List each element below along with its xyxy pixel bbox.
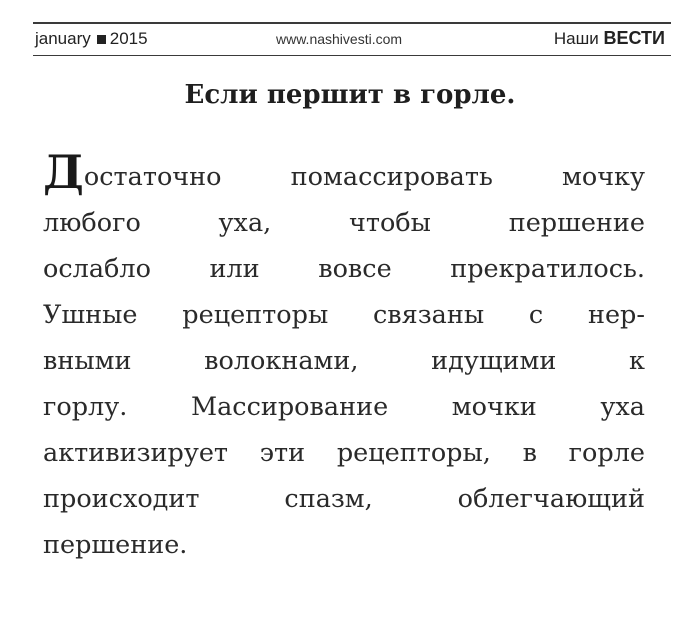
article-line: активизирует эти рецепторы, в горле [43,438,645,468]
article-title: Если першит в горле. [184,80,516,110]
article-line-text: остаточно помассировать мочку [83,162,645,192]
article-line: ослабло или вовсе прекратилось. [43,254,645,284]
dropcap: Д [43,145,84,199]
article-line [43,145,645,200]
publication-prefix: Наши [553,29,599,48]
article-body [43,145,645,568]
publication-name [554,28,665,49]
article-line: вными волокнами, идущими к [43,346,645,376]
issue-date [35,29,148,49]
publication-title: ВЕСТИ [603,28,665,48]
page-header [33,22,671,56]
article-line: любого уха, чтобы першение [43,208,645,238]
article-line: першение. [43,530,188,560]
article-line: горлу. Массирование мочки уха [43,392,645,422]
issue-month: january [35,29,91,48]
issue-year: 2015 [109,29,148,48]
article-line: происходит спазм, облегчающий [43,484,645,514]
article-line: Ушные рецепторы связаны с нер- [43,300,645,330]
square-bullet-icon [97,35,106,44]
website-url: www.nashivesti.com [276,31,403,47]
